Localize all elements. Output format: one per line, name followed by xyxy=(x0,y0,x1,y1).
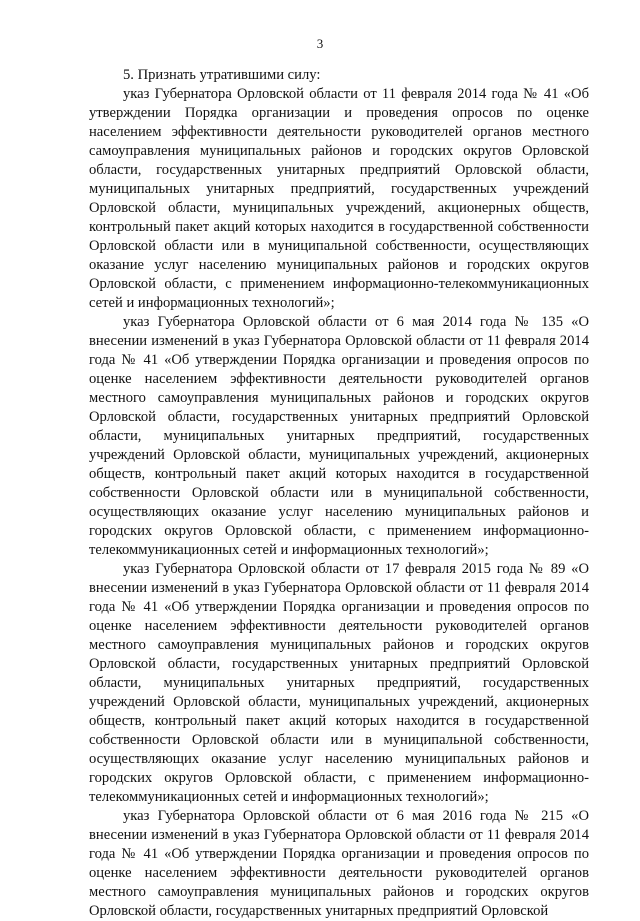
page-number: 3 xyxy=(316,36,324,51)
section-heading: 5. Признать утратившими силу: xyxy=(123,67,321,83)
decree-paragraph-3: указ Губернатора Орловской области от 17 февраля 2015 года № 89 «О внесении изменений в указ Губернатора Орловской области от 11 февраля 2014 года № 41 «Об утверждении Порядка организации и проведения опросов по оценке населением эффективности деятельности руководителей органов местного самоуправления муниципальных районов и городских округов Орловской области, государственных унитарных предприятий Орловской области, муниципальных унитарных предприятий, государственных учреждений Орловской области, муниципальных учреждений, акционерных обществ, контрольный пакет акций которых находится в государственной собственности Орловской области или в муниципальной собственности, осуществляющих оказание услуг населению муниципальных районов и городских округов Орловской области, с применением информационно-телекоммуникационных сетей и информационных технологий»; xyxy=(89,561,589,805)
decree-paragraph-2: указ Губернатора Орловской области от 6 мая 2014 года № 135 «О внесении изменений в указ Губернатора Орловской области от 11 февраля 2014 года № 41 «Об утверждении Порядка организации и проведения опросов по оценке населением эффективности деятельности руководителей органов местного самоуправления муниципальных районов и городских округов Орловской области, государственных унитарных предприятий Орловской области, муниципальных унитарных предприятий, государственных учреждений Орловской области, муниципальных учреждений, акционерных обществ, контрольный пакет акций которых находится в государственной собственности Орловской области или в муниципальной собственности, осуществляющих оказание услуг населению муниципальных районов и городских округов Орловской области, с применением информационно-телекоммуникационных сетей и информационных технологий»; xyxy=(89,314,589,558)
decree-paragraph-1: указ Губернатора Орловской области от 11 февраля 2014 года № 41 «Об утверждении Порядка организации и проведения опросов по оценке населением эффективности деятельности руководителей органов местного самоуправления муниципальных районов и городских округов Орловской области, государственных унитарных предприятий Орловской области, муниципальных унитарных предприятий, государственных учреждений Орловской области, муниципальных учреждений, акционерных обществ, контрольный пакет акций которых находится в государственной собственности Орловской области или в муниципальной собственности, осуществляющих оказание услуг населению муниципальных районов и городских округов Орловской области, с применением информационно-телекоммуникационных сетей и информационных технологий»; xyxy=(89,86,589,311)
document-body xyxy=(89,66,589,921)
decree-paragraph-4: указ Губернатора Орловской области от 6 мая 2016 года № 215 «О внесении изменений в указ Губернатора Орловской области от 11 февраля 2014 года № 41 «Об утверждении Порядка организации и проведения опросов по оценке населением эффективности деятельности руководителей органов местного самоуправления муниципальных районов и городских округов Орловской области, государственных унитарных предприятий Орловской xyxy=(89,808,589,919)
